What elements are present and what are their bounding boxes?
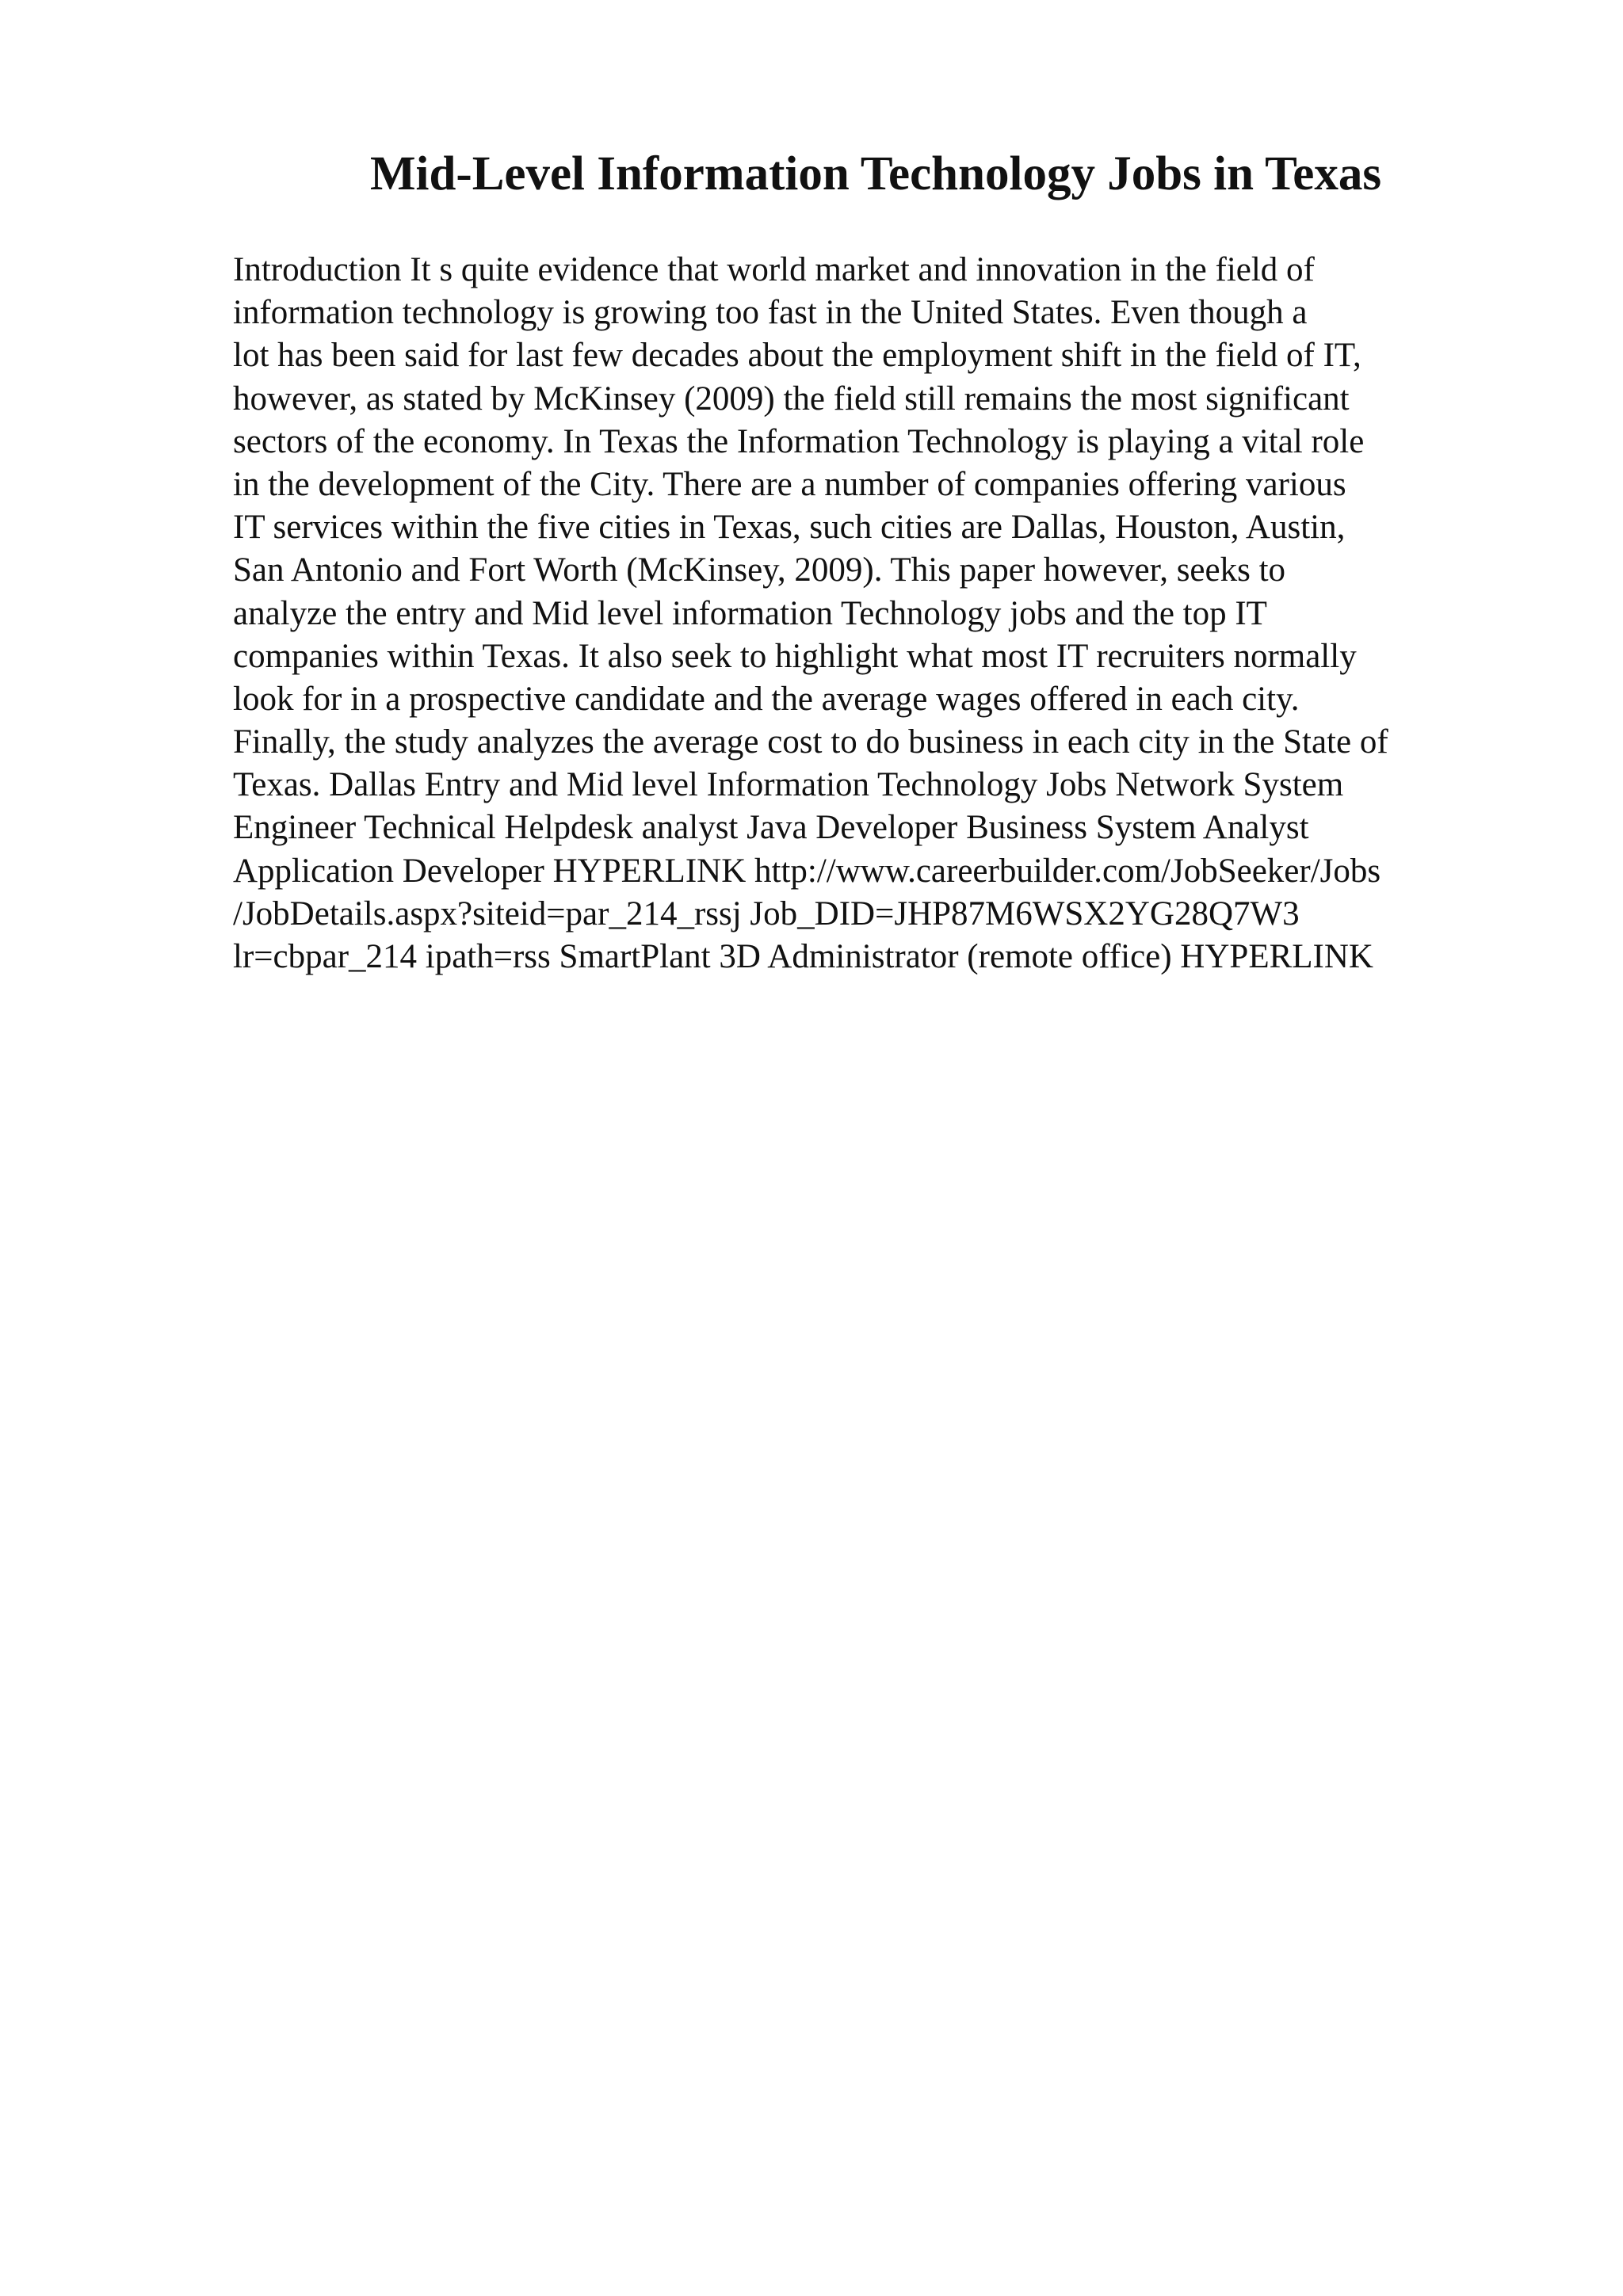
body-line: however, as stated by McKinsey (2009) the field still remains the most significant <box>233 379 1350 418</box>
body-line: lot has been said for last few decades about the employment shift in the field of IT, <box>233 337 1361 375</box>
document-title: Mid-Level Information Technology Jobs in Texas <box>369 147 1382 200</box>
body-line: IT services within the five cities in Texas, such cities are Dallas, Houston, Austin, <box>233 509 1346 547</box>
body-line: Engineer Technical Helpdesk analyst Java Developer Business System Analyst <box>233 809 1309 847</box>
document-body <box>233 249 1501 978</box>
body-line: Application Developer HYPERLINK http://www.careerbuilder.com/JobSeeker/Jobs <box>233 852 1381 890</box>
body-line: information technology is growing too fast in the United States. Even though a <box>233 294 1308 332</box>
body-line: San Antonio and Fort Worth (McKinsey, 2009). This paper however, seeks to <box>233 551 1286 589</box>
body-line: Introduction It s quite evidence that world market and innovation in the field of <box>233 251 1315 288</box>
body-line: lr=cbpar_214 ipath=rss SmartPlant 3D Administrator (remote office) HYPERLINK <box>233 938 1373 975</box>
body-line: analyze the entry and Mid level information Technology jobs and the top IT <box>233 594 1267 632</box>
body-line: in the development of the City. There are a number of companies offering various <box>233 465 1346 503</box>
body-line: Finally, the study analyzes the average cost to do business in each city in the State of <box>233 723 1388 761</box>
body-line: look for in a prospective candidate and the average wages offered in each city. <box>233 680 1300 718</box>
body-line: /JobDetails.aspx?siteid=par_214_rssj Job_DID=JHP87M6WSX2YG28Q7W3 <box>233 894 1300 933</box>
body-line: companies within Texas. It also seek to highlight what most IT recruiters normally <box>233 637 1357 675</box>
body-line: Texas. Dallas Entry and Mid level Information Technology Jobs Network System <box>233 766 1344 804</box>
body-line: sectors of the economy. In Texas the Information Technology is playing a vital role <box>233 422 1365 460</box>
